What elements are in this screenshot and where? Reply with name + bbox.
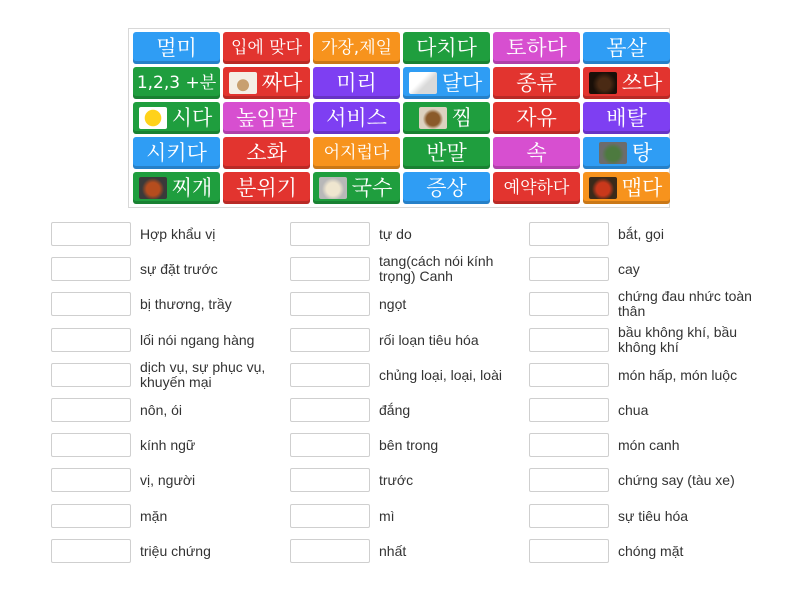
soup-photo-icon — [599, 142, 627, 164]
definition-text: vị, người — [140, 471, 196, 488]
tile-label: 미리 — [336, 70, 377, 95]
definition-text: bị thương, trầy — [140, 295, 232, 312]
tile-label: 맵다 — [621, 175, 663, 200]
answer-drop-slot[interactable] — [529, 363, 609, 387]
noodle-photo-icon — [319, 177, 347, 199]
tile-label: 분위기 — [236, 175, 297, 200]
tile-label: 속 — [526, 140, 547, 165]
steamed-dish-photo-icon — [419, 107, 447, 129]
word-tile[interactable] — [583, 102, 670, 134]
word-tile[interactable] — [583, 67, 670, 99]
answer-drop-slot[interactable] — [51, 363, 131, 387]
definition-text: bầu không khí, bầu không khí — [618, 324, 738, 355]
answer-drop-slot[interactable] — [51, 468, 131, 492]
tile-label: 찌개 — [171, 175, 213, 200]
word-tile[interactable] — [493, 172, 580, 204]
definition-text: sự đặt trước — [140, 260, 218, 277]
definition-text: trước — [379, 471, 414, 488]
tile-label: 입에 맞다 — [230, 37, 303, 58]
word-tile[interactable] — [133, 102, 220, 134]
word-tile[interactable] — [223, 32, 310, 64]
definition-text: nôn, ói — [140, 401, 183, 418]
definition-text: chủng loại, loại, loài — [379, 366, 502, 383]
word-tile[interactable] — [403, 67, 490, 99]
word-tile[interactable] — [403, 102, 490, 134]
answer-drop-slot[interactable] — [51, 504, 131, 528]
definition-text: chua — [618, 401, 649, 418]
answer-drop-slot[interactable] — [529, 222, 609, 246]
tile-label: 토하다 — [506, 35, 567, 60]
answer-drop-slot[interactable] — [529, 504, 609, 528]
answer-drop-slot[interactable] — [290, 328, 370, 352]
word-tile[interactable] — [223, 137, 310, 169]
definition-text: rối loạn tiêu hóa — [379, 331, 479, 348]
tile-label: 탕 — [631, 140, 653, 165]
definition-text: chứng say (tàu xe) — [618, 471, 735, 488]
word-tile[interactable] — [313, 32, 400, 64]
tile-label: 종류 — [516, 70, 557, 95]
word-tile[interactable] — [223, 67, 310, 99]
definition-text: kính ngữ — [140, 436, 196, 453]
definition-text: nhất — [379, 542, 407, 559]
stew-photo-icon — [139, 177, 167, 199]
definition-text: chứng đau nhức toàn thân — [618, 288, 752, 319]
definition-text: bên trong — [379, 436, 439, 453]
word-tile[interactable] — [223, 102, 310, 134]
answer-drop-slot[interactable] — [529, 398, 609, 422]
word-tile[interactable] — [583, 32, 670, 64]
word-tile[interactable] — [133, 172, 220, 204]
word-tile[interactable] — [133, 32, 220, 64]
answer-drop-slot[interactable] — [51, 433, 131, 457]
answer-drop-slot[interactable] — [290, 539, 370, 563]
definition-text: sự tiêu hóa — [618, 507, 689, 524]
word-tile[interactable] — [583, 137, 670, 169]
sugar-photo-icon — [409, 72, 437, 94]
lemon-photo-icon — [139, 107, 167, 129]
tile-label: 짜다 — [261, 70, 303, 95]
coffee-photo-icon — [589, 72, 617, 94]
tile-label: 높임말 — [236, 105, 297, 130]
tile-label: 가장,제일 — [320, 37, 393, 58]
tile-label: 어지럽다 — [323, 142, 390, 163]
word-tile[interactable] — [493, 102, 580, 134]
spicy-dish-photo-icon — [589, 177, 617, 199]
word-tile[interactable] — [493, 32, 580, 64]
answer-drop-slot[interactable] — [290, 468, 370, 492]
word-tile[interactable] — [313, 172, 400, 204]
tile-label: 멀미 — [156, 35, 197, 60]
word-tile[interactable] — [403, 137, 490, 169]
answer-drop-slot[interactable] — [51, 539, 131, 563]
answer-drop-slot[interactable] — [290, 363, 370, 387]
word-tile[interactable] — [403, 172, 490, 204]
answer-drop-slot[interactable] — [290, 433, 370, 457]
definition-text: món hấp, món luộc — [618, 366, 738, 383]
definition-text: bắt, gọi — [618, 225, 664, 242]
tile-bank — [128, 28, 670, 208]
word-tile[interactable] — [313, 67, 400, 99]
tile-label: 1,2,3 +분 — [136, 72, 217, 93]
answer-drop-slot[interactable] — [290, 257, 370, 281]
tile-label: 반말 — [426, 140, 467, 165]
definition-text: lối nói ngang hàng — [140, 331, 255, 348]
answer-drop-slot[interactable] — [529, 292, 609, 316]
tile-label: 찜 — [451, 105, 473, 130]
word-tile[interactable] — [313, 137, 400, 169]
definition-text: tang(cách nói kính trọng) Canh — [379, 253, 494, 284]
definition-text: ngọt — [379, 295, 407, 312]
answer-drop-slot[interactable] — [529, 539, 609, 563]
answer-drop-slot[interactable] — [290, 398, 370, 422]
definition-text: chóng mặt — [618, 542, 684, 559]
definition-text: Hợp khẩu vị — [140, 225, 216, 242]
answer-drop-slot[interactable] — [51, 328, 131, 352]
answer-drop-slot[interactable] — [51, 292, 131, 316]
tile-label: 국수 — [351, 175, 393, 200]
word-tile[interactable] — [583, 172, 670, 204]
definition-text: mì — [379, 507, 395, 524]
word-tile[interactable] — [223, 172, 310, 204]
definition-text: triệu chứng — [140, 542, 211, 559]
answer-drop-slot[interactable] — [290, 222, 370, 246]
food-photo-icon — [229, 72, 257, 94]
definition-text: dịch vụ, sự phục vụ, khuyến mại — [140, 359, 266, 390]
answer-drop-slot[interactable] — [290, 504, 370, 528]
tile-label: 시다 — [171, 105, 213, 130]
definition-text: đắng — [379, 401, 411, 418]
answer-drop-slot[interactable] — [51, 257, 131, 281]
tile-label: 달다 — [441, 70, 483, 95]
tile-label: 증상 — [426, 175, 467, 200]
answer-drop-slot[interactable] — [529, 328, 609, 352]
tile-label: 소화 — [246, 140, 287, 165]
word-tile[interactable] — [403, 32, 490, 64]
word-tile[interactable] — [493, 137, 580, 169]
word-tile[interactable] — [313, 102, 400, 134]
definition-text: món canh — [618, 436, 680, 453]
word-tile[interactable] — [133, 137, 220, 169]
answer-drop-slot[interactable] — [529, 468, 609, 492]
definition-text: cay — [618, 260, 640, 277]
tile-label: 쓰다 — [621, 70, 663, 95]
answer-drop-slot[interactable] — [529, 257, 609, 281]
answer-drop-slot[interactable] — [51, 222, 131, 246]
tile-label: 시키다 — [146, 140, 207, 165]
answer-drop-slot[interactable] — [51, 398, 131, 422]
tile-label: 배탈 — [606, 105, 647, 130]
tile-label: 다치다 — [416, 35, 477, 60]
answer-drop-slot[interactable] — [290, 292, 370, 316]
tile-label: 몸살 — [606, 35, 647, 60]
definition-text: tự do — [379, 225, 412, 242]
answer-drop-slot[interactable] — [529, 433, 609, 457]
definition-text: mặn — [140, 507, 168, 524]
word-tile[interactable] — [133, 67, 220, 99]
tile-label: 자유 — [516, 105, 557, 130]
word-tile[interactable] — [493, 67, 580, 99]
tile-label: 예약하다 — [503, 177, 570, 198]
tile-label: 서비스 — [326, 105, 387, 130]
